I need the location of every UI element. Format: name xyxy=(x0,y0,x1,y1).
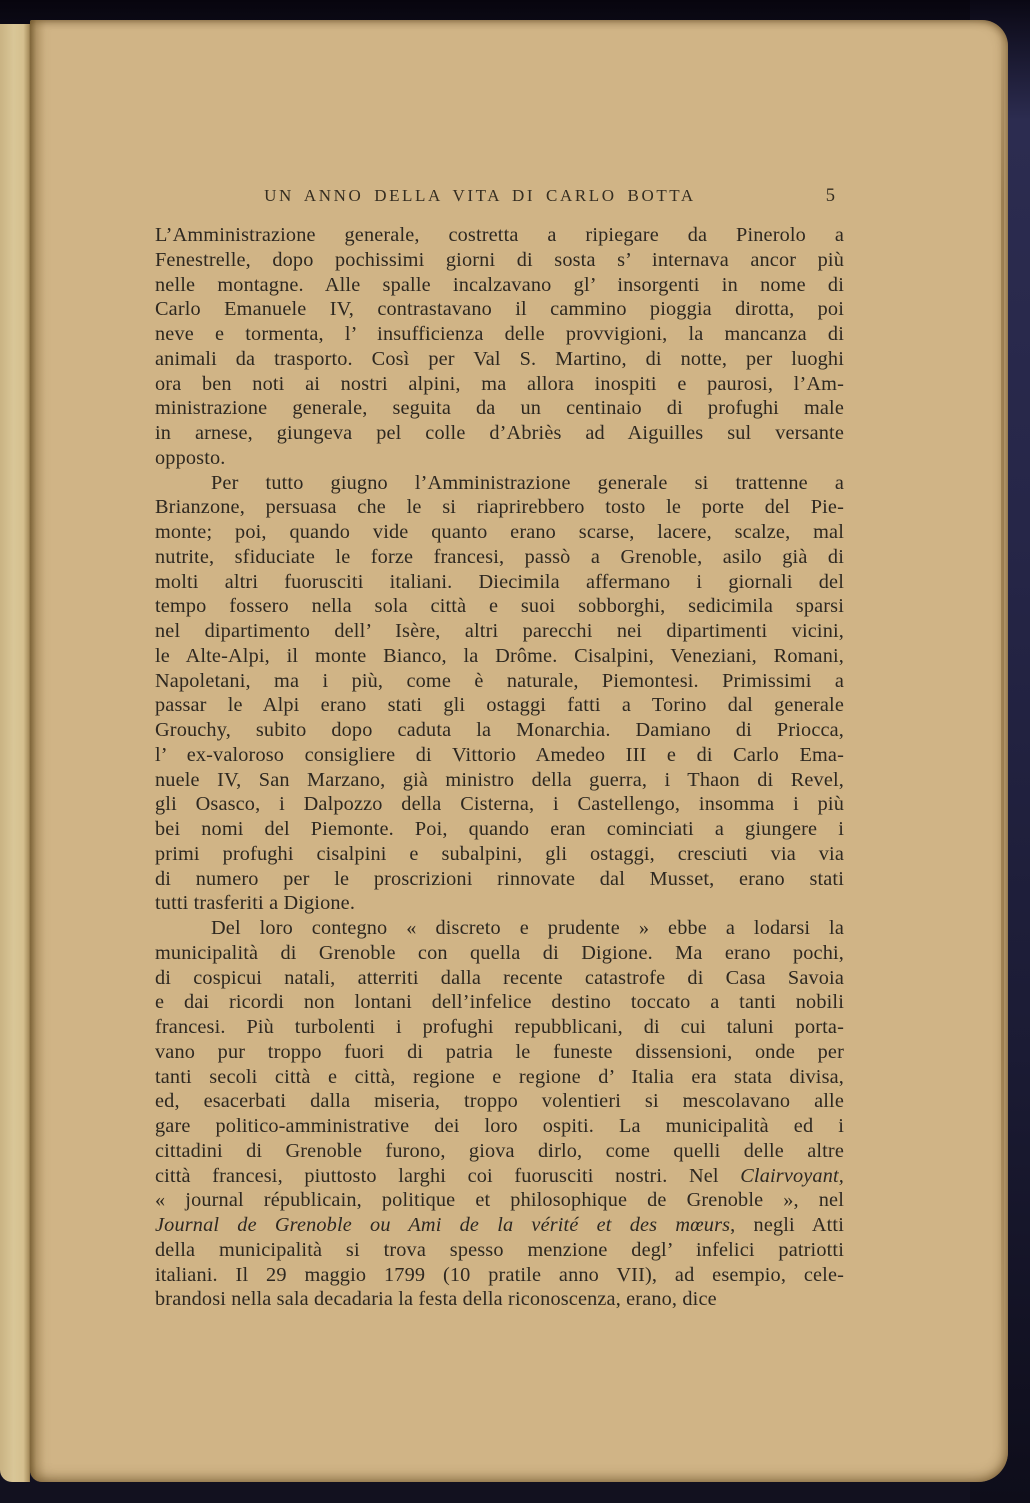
text-line: ora ben noti ai nostri alpini, ma allora inospiti e paurosi, l’Am- xyxy=(155,372,844,395)
text-line: vano pur troppo fuori di patria le funeste dissensioni, onde per xyxy=(155,1040,844,1063)
text-line: municipalità di Grenoble con quella di Digione. Ma erano pochi, xyxy=(155,941,844,964)
text-line: nuele IV, San Marzano, già ministro della guerra, i Thaon di Revel, xyxy=(155,768,844,791)
text-line: neve e tormenta, l’ insufficienza delle provvigioni, la mancanza di xyxy=(155,323,844,345)
text-line: opposto. xyxy=(155,446,226,469)
text-line: tempo fossero nella sola città e suoi sobborghi, sedicimila sparsi xyxy=(155,595,844,618)
text-line: e dai ricordi non lontani dell’infelice destino toccato a tanti nobili xyxy=(155,991,844,1014)
text-line: tanti secoli città e città, regione e regione d’ Italia era stata divisa, xyxy=(155,1065,844,1088)
text-line: di cospicui natali, atterriti dalla recente catastrofe di Casa Savoia xyxy=(155,966,844,989)
text-line: l’ ex-valoroso consigliere di Vittorio Amedeo III e di Carlo Ema- xyxy=(155,743,844,766)
text-line: « journal républicain, politique et philosophique de Grenoble », nel xyxy=(155,1189,844,1212)
text-line: tutti trasferiti a Digione. xyxy=(155,892,356,915)
text-line: gare politico-amministrative dei loro ospiti. La municipalità ed i xyxy=(155,1115,844,1137)
paragraph xyxy=(155,916,844,1312)
text-line: nelle montagne. Alle spalle incalzavano gl’ insorgenti in nome di xyxy=(155,273,844,296)
paragraph xyxy=(155,223,844,471)
paragraph xyxy=(155,471,844,917)
text-line: Brianzone, persuasa che le si riaprirebbero tosto le porte del Pie- xyxy=(155,496,844,519)
text-line: italiani. Il 29 maggio 1799 (10 pratile anno VII), ad esempio, cele- xyxy=(155,1263,844,1286)
text-line: Napoletani, ma i più, come è naturale, Piemontesi. Primissimi a xyxy=(155,669,844,692)
text-line: brandosi nella sala decadaria la festa della riconoscenza, erano, dice xyxy=(155,1288,717,1311)
facing-page-edge xyxy=(0,24,30,1482)
text-line: Fenestrelle, dopo pochissimi giorni di sosta s’ internava ancor più xyxy=(155,248,844,271)
text-line: primi profughi cisalpini e subalpini, gli ostaggi, cresciuti via via xyxy=(155,842,844,865)
text-line: di numero per le proscrizioni rinnovate dal Musset, erano stati xyxy=(155,867,844,890)
text-line: animali da trasporto. Così per Val S. Martino, di notte, per luoghi xyxy=(155,347,844,370)
text-line: Per tutto giugno l’Amministrazione generale si trattenne a xyxy=(211,471,844,494)
text-line: molti altri fuorusciti italiani. Diecimila affermano i giornali del xyxy=(155,570,844,593)
text-line: Grouchy, subito dopo caduta la Monarchia. Damiano di Priocca, xyxy=(155,719,844,741)
text-line: Del loro contegno « discreto e prudente » ebbe a lodarsi la xyxy=(211,917,844,939)
running-header xyxy=(155,186,845,212)
text-line: della municipalità si trova spesso menzione degl’ infelici patriotti xyxy=(155,1238,844,1261)
text-line: cittadini di Grenoble furono, giova dirlo, come quelli delle altre xyxy=(155,1139,844,1162)
text-line: bei nomi del Piemonte. Poi, quando eran cominciati a giungere i xyxy=(155,818,844,840)
text-line: francesi. Più turbolenti i profughi repubblicani, di cui taluni porta- xyxy=(155,1016,844,1038)
text-line: in arnese, giungeva pel colle d’Abriès ad Aiguilles sul versante xyxy=(155,422,844,444)
text-line: nutrite, sfiduciate le forze francesi, passò a Grenoble, asilo già di xyxy=(155,545,844,568)
text-line: ministrazione generale, seguita da un centinaio di profughi male xyxy=(155,397,844,420)
header-title: UN ANNO DELLA VITA DI CARLO BOTTA xyxy=(264,186,696,205)
text-line: le Alte-Alpi, il monte Bianco, la Drôme. Cisalpini, Veneziani, Romani, xyxy=(155,644,844,667)
text-line: nel dipartimento dell’ Isère, altri parecchi nei dipartimenti vicini, xyxy=(155,620,844,642)
text-line: Journal de Grenoble ou Ami de la vérité et des mœurs, negli Atti xyxy=(155,1214,844,1236)
text-line: L’Amministrazione generale, costretta a ripiegare da Pinerolo a xyxy=(155,224,844,246)
text-line: gli Osasco, i Dalpozzo della Cisterna, i Castellengo, insomma i più xyxy=(155,793,844,816)
book-page xyxy=(30,20,1008,1482)
text-line: ed, esacerbati dalla miseria, troppo volentieri si mescolavano alle xyxy=(155,1090,844,1113)
text-line: monte; poi, quando vide quanto erano scarse, lacere, scalze, mal xyxy=(155,521,844,543)
text-block xyxy=(155,223,844,1312)
text-line: passar le Alpi erano stati gli ostaggi fatti a Torino dal generale xyxy=(155,694,844,717)
page-number: 5 xyxy=(825,186,835,206)
text-line: città francesi, piuttosto larghi coi fuorusciti nostri. Nel Clairvoyant, xyxy=(155,1164,844,1187)
text-line: Carlo Emanuele IV, contrastavano il cammino pioggia dirotta, poi xyxy=(155,298,844,321)
